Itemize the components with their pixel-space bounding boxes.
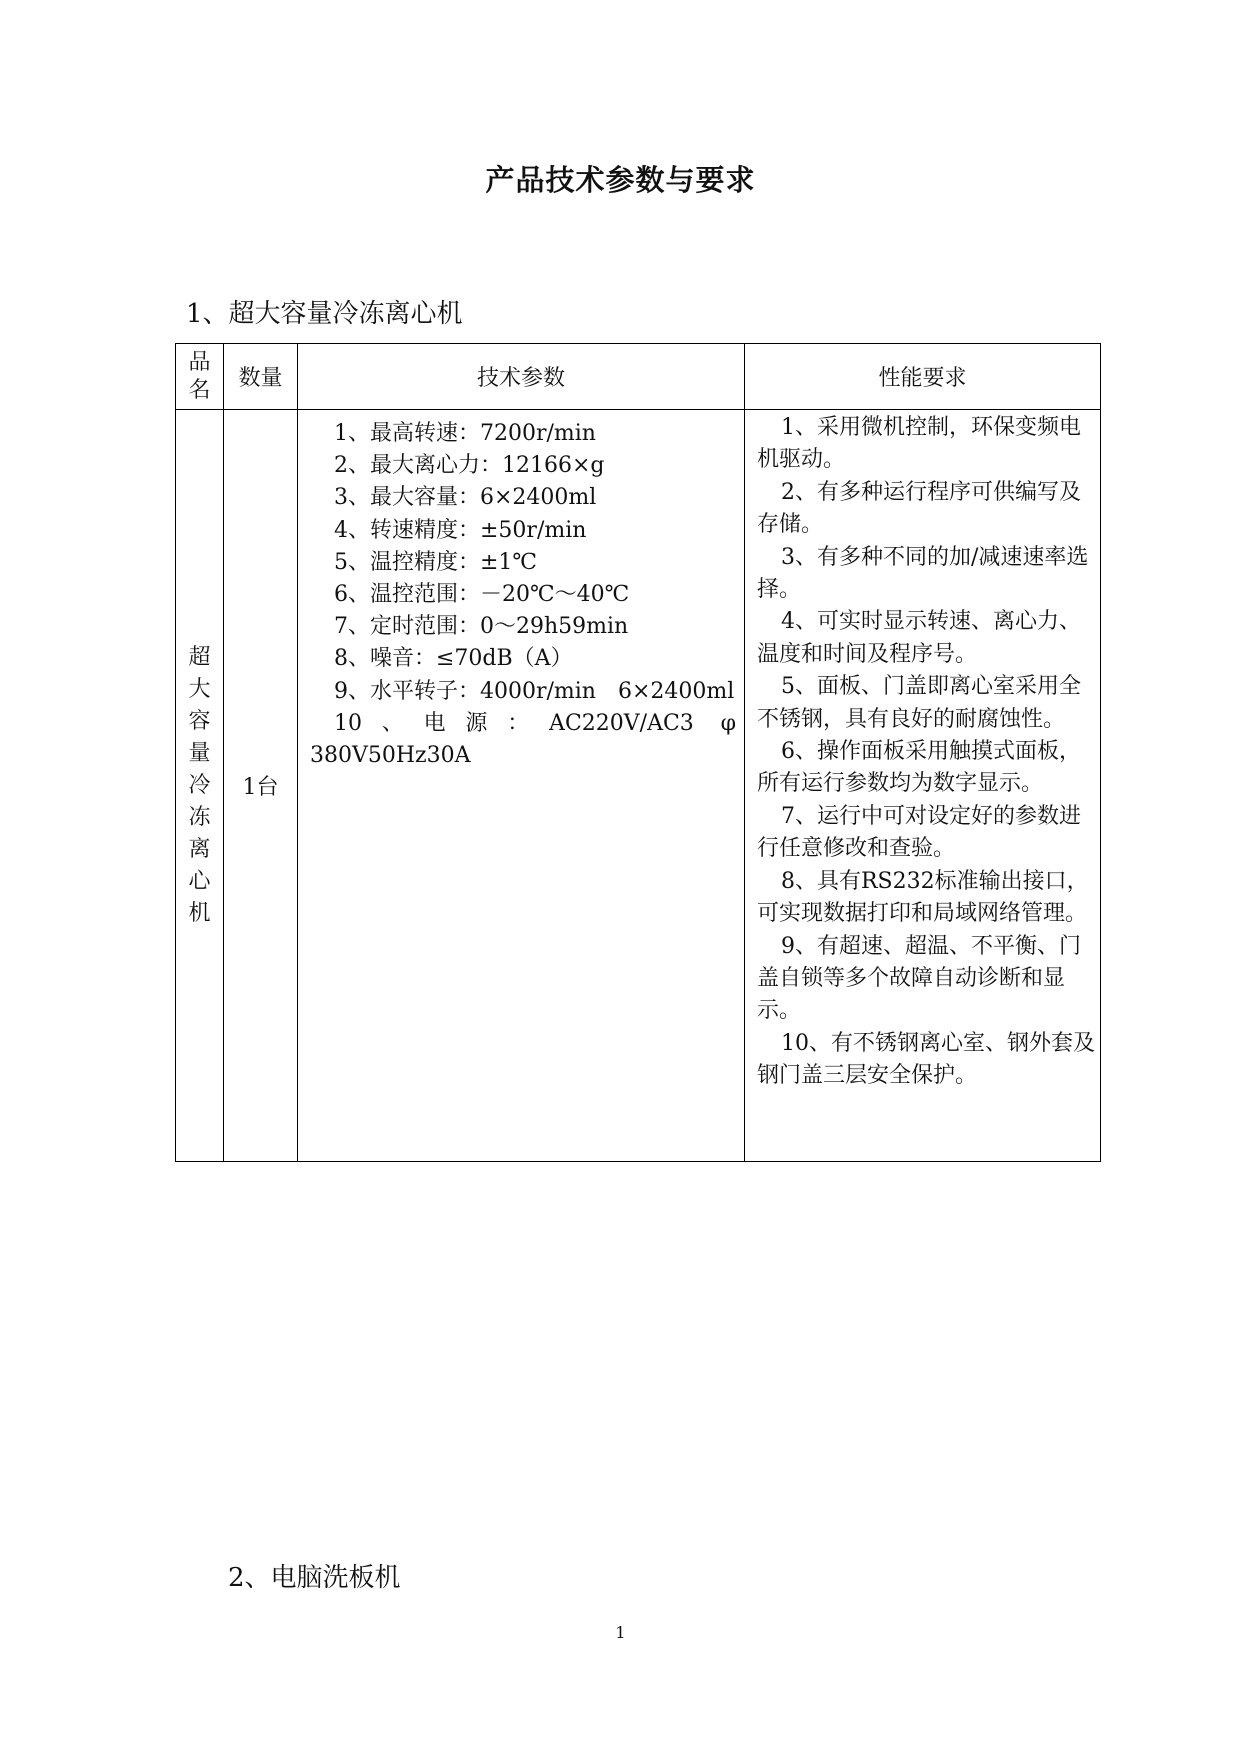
tech-param-item: 7、定时范围：0～29h59min — [334, 614, 629, 640]
tech-param-item: 6、温控范围：－20℃～40℃ — [334, 582, 630, 608]
header-performance: 性能要求 — [745, 344, 1101, 410]
tech-param-item: 10、电源：AC220V/AC3 φ 380V50Hz30A — [310, 710, 736, 769]
page-number: 1 — [615, 1623, 626, 1642]
performance-item: 3、有多种不同的加/减速速率选择。 — [757, 544, 1089, 603]
table-header-row — [176, 344, 1101, 410]
performance-item: 4、可实时显示转速、离心力、温度和时间及程序号。 — [757, 609, 1081, 667]
performance-cell — [745, 410, 1101, 1162]
performance-item: 9、有超速、超温、不平衡、门盖自锁等多个故障自动诊断和显示。 — [757, 933, 1081, 1024]
header-quantity: 数量 — [224, 344, 298, 410]
tech-param-item: 1、最高转速：7200r/min — [334, 421, 596, 446]
performance-item: 6、操作面板采用触摸式面板，所有运行参数均为数字显示。 — [757, 739, 1081, 797]
header-name-cell — [176, 344, 224, 410]
product-name-cell — [176, 410, 224, 1162]
performance-item: 5、面板、门盖即离心室采用全不锈钢，具有良好的耐腐蚀性。 — [757, 674, 1081, 732]
tech-param-item: 8、噪音：≤70dB（A） — [334, 646, 573, 672]
tech-param-item: 4、转速精度：±50r/min — [334, 517, 587, 543]
performance-item: 7、运行中可对设定好的参数进行任意修改和查验。 — [757, 803, 1081, 862]
spec-table — [175, 343, 1101, 1162]
quantity-value: 1台 — [242, 775, 279, 800]
header-name: 品名 — [188, 349, 211, 403]
performance-item: 10、有不锈钢离心室、钢外套及钢门盖三层安全保护。 — [757, 1030, 1095, 1089]
section-heading-2: 2、电脑洗板机 — [228, 1563, 401, 1593]
page-title: 产品技术参数与要求 — [485, 163, 756, 197]
table-row — [176, 410, 1101, 1162]
tech-params-cell — [298, 410, 745, 1162]
performance-item: 1、采用微机控制，环保变频电机驱动。 — [757, 415, 1081, 473]
tech-param-item: 5、温控精度：±1℃ — [334, 549, 538, 575]
section-heading-1: 1、超大容量冷冻离心机 — [186, 299, 463, 329]
performance-item: 2、有多种运行程序可供编写及存储。 — [757, 479, 1081, 538]
tech-param-item: 9、水平转子：4000r/min 6×2400ml — [334, 678, 735, 704]
header-tech-params: 技术参数 — [298, 344, 745, 410]
quantity-cell — [224, 410, 298, 1162]
product-name: 超大容量冷冻离心机 — [188, 644, 211, 926]
tech-param-item: 3、最大容量：6×2400ml — [334, 485, 597, 511]
tech-param-item: 2、最大离心力：12166×g — [334, 453, 605, 479]
performance-item: 8、具有RS232标准输出接口，可实现数据打印和局域网络管理。 — [757, 868, 1089, 927]
